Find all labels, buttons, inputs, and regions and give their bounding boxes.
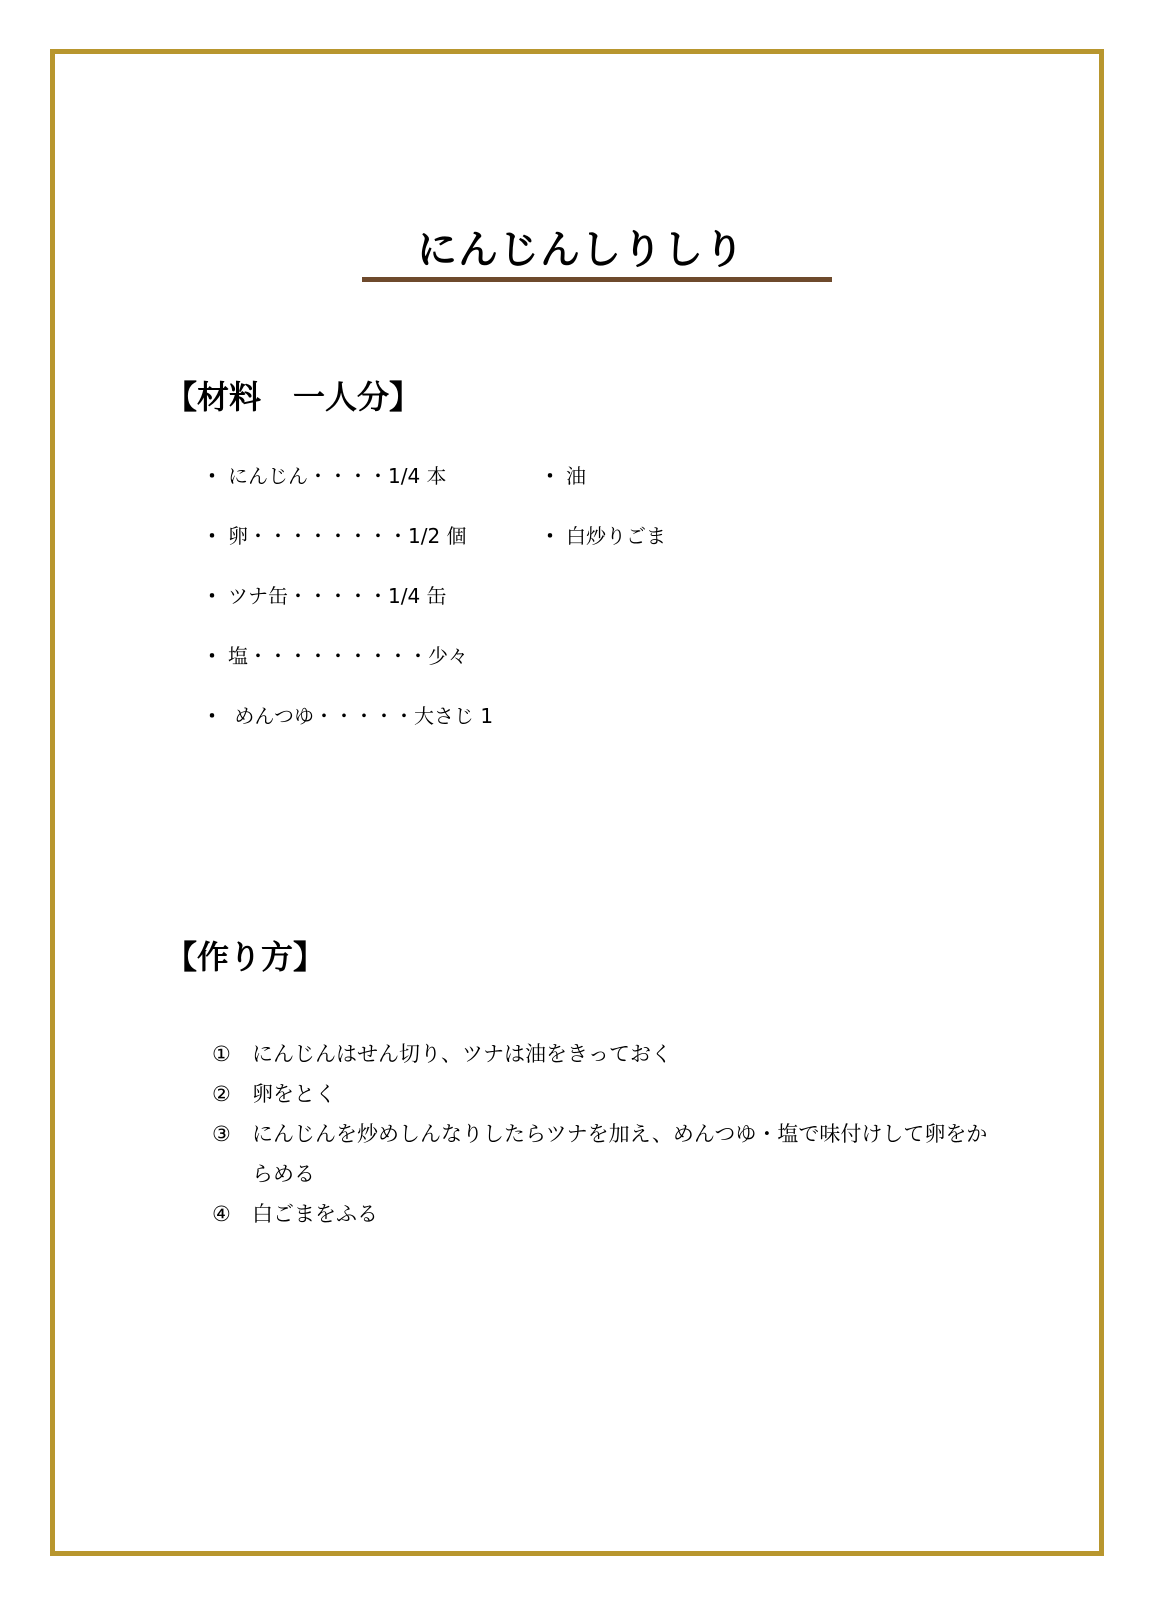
step-item: [212, 1034, 992, 1074]
step-text: 白ごまをふる: [252, 1202, 378, 1226]
method-heading: 【作り方】: [165, 938, 326, 976]
step-number: ④: [212, 1202, 231, 1226]
bullet: ・: [202, 704, 222, 728]
bullet: ・: [202, 524, 222, 548]
bullet: ・: [202, 584, 222, 608]
ingredient-text: にんじん・・・・1/4 本: [228, 464, 447, 488]
ingredient-text: めんつゆ・・・・・大さじ 1: [228, 704, 494, 728]
list-item: [540, 520, 666, 580]
ingredient-text: ツナ缶・・・・・1/4 缶: [228, 584, 447, 608]
title-underline: [362, 277, 832, 282]
list-item: [202, 700, 493, 760]
page-border: [50, 49, 1104, 1556]
method-steps: [212, 1034, 992, 1234]
ingredients-list-left: [202, 460, 493, 760]
recipe-title: にんじんしりしり: [417, 227, 745, 273]
ingredient-text: 白炒りごま: [566, 524, 666, 548]
step-text: 卵をとく: [252, 1082, 336, 1106]
list-item: [202, 580, 493, 640]
bullet: ・: [540, 464, 560, 488]
step-number: ③: [212, 1122, 231, 1146]
bullet: ・: [202, 644, 222, 668]
step-text: にんじんを炒めしんなりしたらツナを加え、めんつゆ・塩で味付けして卵をからめる: [252, 1122, 988, 1186]
list-item: [202, 520, 493, 580]
bullet: ・: [540, 524, 560, 548]
list-item: [202, 640, 493, 700]
step-item: [212, 1114, 992, 1194]
step-text: にんじんはせん切り、ツナは油をきっておく: [252, 1042, 672, 1066]
ingredient-text: 塩・・・・・・・・・少々: [228, 644, 468, 668]
step-item: [212, 1194, 992, 1234]
step-item: [212, 1074, 992, 1114]
bullet: ・: [202, 464, 222, 488]
ingredients-heading: 【材料 一人分】: [165, 378, 422, 416]
ingredients-list-right: [540, 460, 666, 580]
step-number: ②: [212, 1082, 231, 1106]
ingredient-text: 油: [566, 464, 586, 488]
list-item: [540, 460, 666, 520]
step-number: ①: [212, 1042, 231, 1066]
ingredient-text: 卵・・・・・・・・1/2 個: [228, 524, 467, 548]
list-item: [202, 460, 493, 520]
